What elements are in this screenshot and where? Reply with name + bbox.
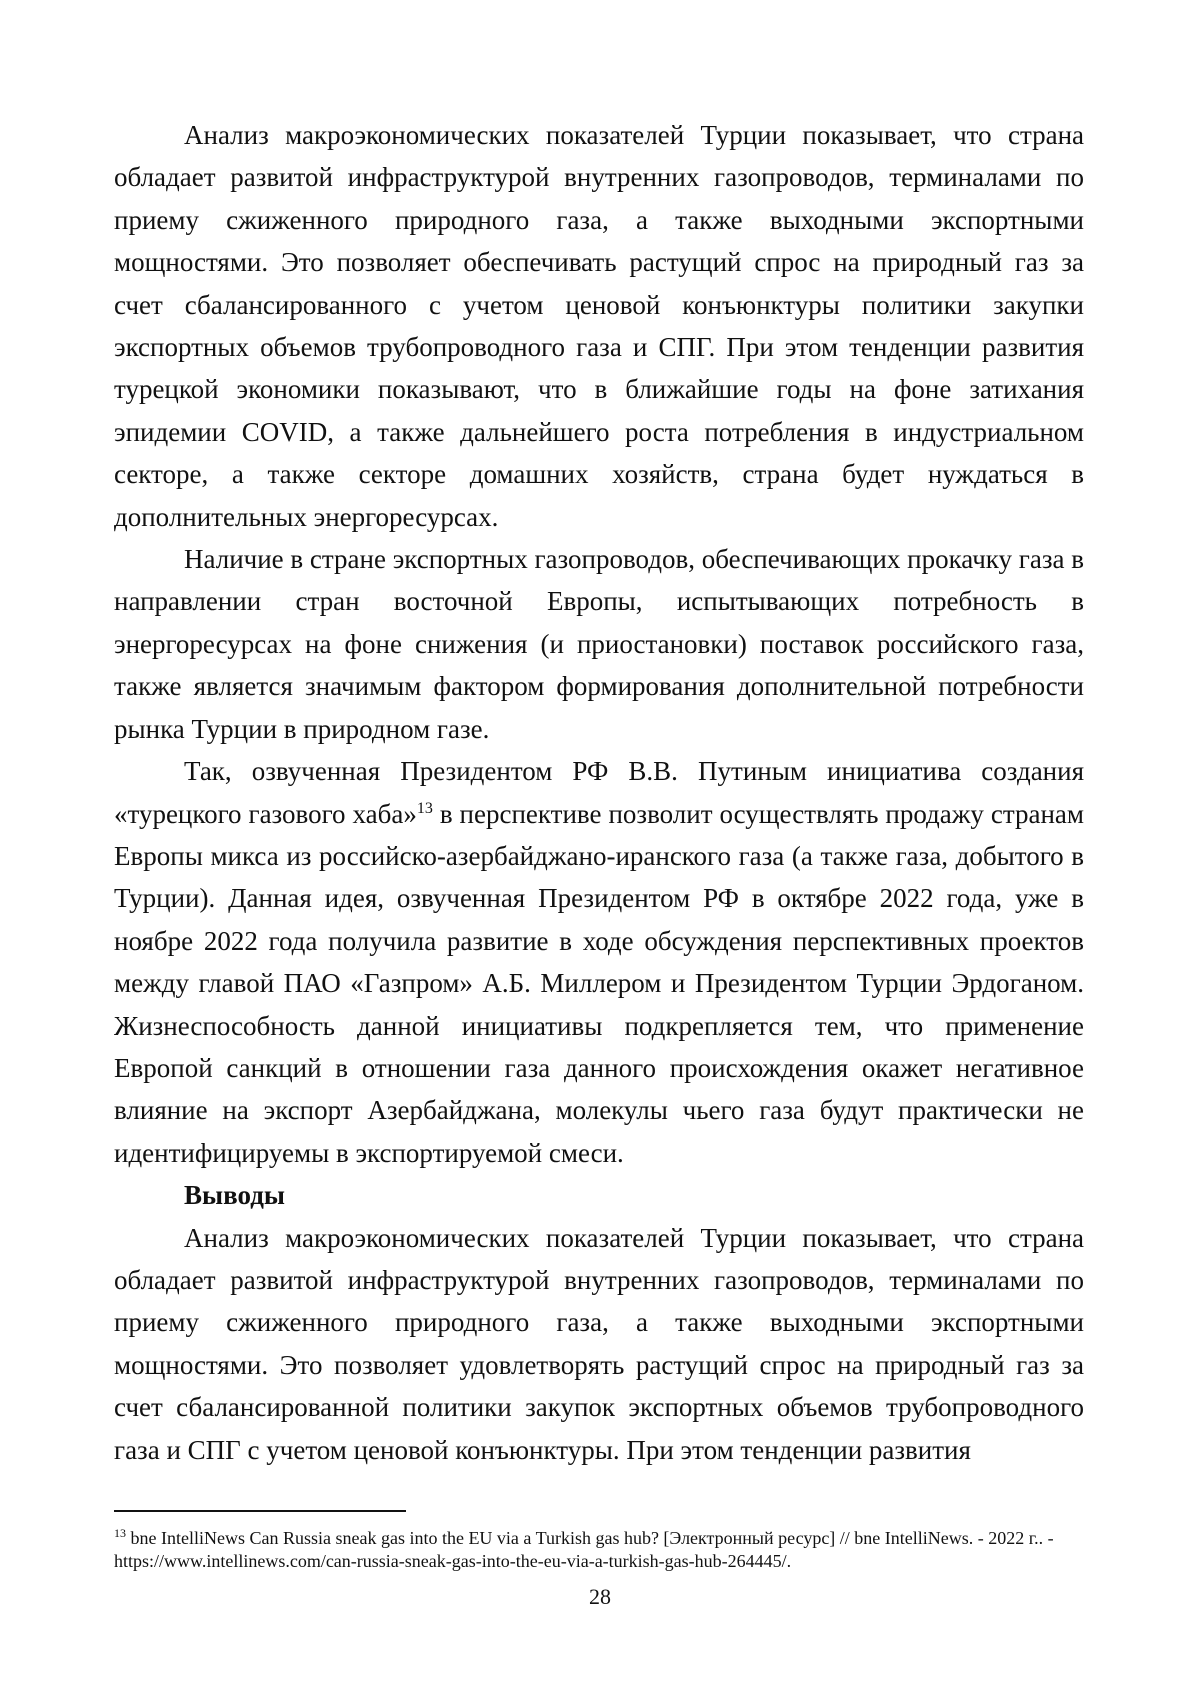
footnote-reference[interactable]: 13 [416,799,433,817]
paragraph-gas-hub [114,750,1084,1174]
gas-hub-text-end: в перспективе позволит осуществлять продажу странам Европы микса из российско-азербайджано-иранского газа (а также газа, добытого в Турции). Данная идея, озвученная Президентом РФ в октябре 2022 года, уже в ноябре 2022 года получила развитие в ходе обсуждения перспективных проектов между главой ПАО «Газпром» А.Б. Миллером и Президентом Турции Эрдоганом. Жизнеспособность данной инициативы подкрепляется тем, что применение Европой санкций в отношении газа данного происхождения окажет негативное влияние на экспорт Азербайджана, молекулы чьего газа будут практически не идентифицируемы в экспортируемой смеси. [114,798,1085,1168]
paragraph-conclusions: Анализ макроэкономических показателей Турции показывает, что страна обладает развитой инфраструктурой внутренних газопроводов, терминалами по приему сжиженного природного газа, а также выходными экспортными мощностями. Это позволяет удовлетворять растущий спрос на природный газ за счет сбалансированной политики закупок экспортных объемов трубопроводного газа и СПГ с учетом ценовой конъюнктуры. При этом тенденции развития [114,1222,1084,1465]
page-number: 28 [589,1584,611,1609]
footnote-separator [114,1510,406,1512]
conclusions-heading: Выводы [184,1180,285,1211]
body-text [114,114,1084,1471]
footnote-number: 13 [114,1526,126,1540]
footnote [114,1527,1104,1573]
paragraph-turkey-analysis: Анализ макроэкономических показателей Турции показывает, что страна обладает развитой инфраструктурой внутренних газопроводов, терминалами по приему сжиженного природного газа, а также выходными экспортными мощностями. Это позволяет обеспечивать растущий спрос на природный газ за счет сбалансированного с учетом ценовой конъюнктуры политики закупки экспортных объемов трубопроводного газа и СПГ. При этом тенденции развития турецкой экономики показывают, что в ближайшие годы на фоне затихания эпидемии COVID, а также дальнейшего роста потребления в индустриальном секторе, а также секторе домашних хозяйств, страна будет нуждаться в дополнительных энергоресурсах. [114,120,1084,532]
footnote-text: bne IntelliNews Can Russia sneak gas into the EU via a Turkish gas hub? [Электронный ресурс] // bne IntelliNews. - 2022 г.. - https://www.intellinews.com/can-russia-sneak-gas-into-the-eu-via-a-turkish-gas-hub-264445/. [114,1528,1054,1571]
paragraph-export-pipelines: Наличие в стране экспортных газопроводов, обеспечивающих прокачку газа в направлении стран восточной Европы, испытывающих потребность в энергоресурсах на фоне снижения (и приостановки) поставок российского газа, также является значимым фактором формирования дополнительной потребности рынка Турции в природном газе. [114,544,1084,744]
gas-hub-text-start: Так, озвученная Президентом РФ В.В. Путиным инициатива создания «турецкого газового хаба» [114,756,1084,829]
